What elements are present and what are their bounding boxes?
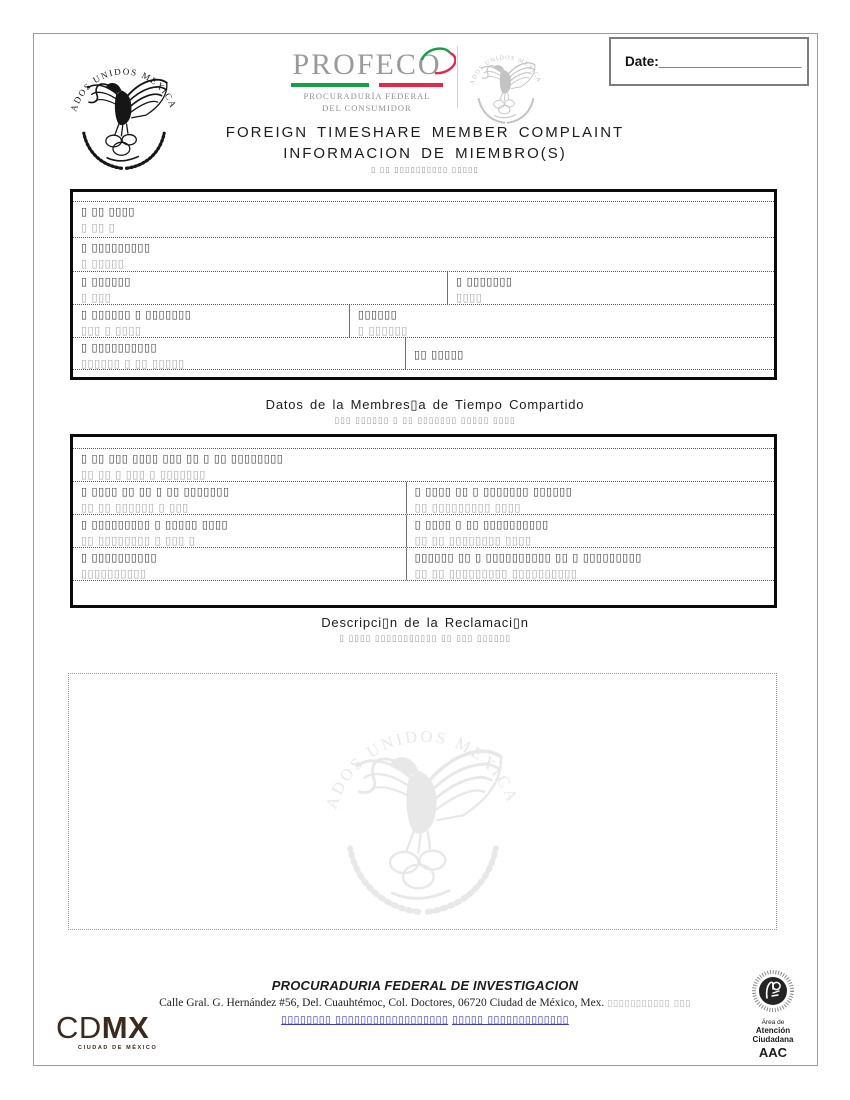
profeco-logo — [276, 50, 458, 115]
description-section-title: Descripci▯n de la Reclamaci▯n — [321, 615, 529, 630]
table-row-amount[interactable] — [73, 548, 774, 581]
field-label: ▯ ▯▯▯▯▯▯▯▯▯▯ — [81, 341, 158, 354]
field-sublabel: ▯ ▯▯▯▯▯▯ — [357, 323, 408, 337]
table-row-spacer — [73, 581, 774, 605]
field-sublabel: ▯▯▯▯▯▯▯▯▯▯ — [81, 566, 147, 580]
field-label: ▯ ▯▯▯▯▯▯▯▯▯▯ — [81, 551, 158, 564]
field-label: ▯▯ ▯▯▯▯▯ — [413, 348, 464, 361]
table-row-phone[interactable] — [73, 272, 774, 305]
field-sublabel: ▯▯ ▯▯ ▯▯▯▯▯▯▯▯▯ ▯▯▯▯▯▯▯▯▯▯ — [414, 566, 578, 580]
footer-link-email[interactable]: ▯▯▯▯▯▯▯▯ ▯▯▯▯▯▯▯▯▯▯▯▯▯▯▯▯▯▯ — [281, 1014, 449, 1026]
red-bar — [379, 83, 443, 87]
field-sublabel: ▯▯▯▯▯▯ ▯ ▯▯ ▯▯▯▯▯ — [81, 356, 185, 369]
membership-section-subtitle: ▯▯▯ ▯▯▯▯▯▯ ▯ ▯▯ ▯▯▯▯▯▯▯ ▯▯▯▯▯ ▯▯▯▯ — [334, 416, 516, 426]
profeco-wordmark: PROFECO — [292, 50, 441, 80]
table-row-contract[interactable] — [73, 482, 774, 515]
field-sublabel: ▯▯▯▯ — [456, 290, 483, 304]
field-label: ▯ ▯▯▯▯▯▯▯▯▯ ▯ ▯▯▯▯▯ ▯▯▯▯ — [81, 518, 229, 531]
table-row-address[interactable] — [73, 238, 774, 272]
profeco-flag-bars — [276, 83, 458, 87]
field-sublabel: ▯▯ ▯▯ ▯▯▯▯▯▯ ▯ ▯▯▯ — [81, 500, 189, 514]
aac-text-3: Ciudadana — [752, 1035, 794, 1045]
date-blank-line[interactable]: ___________________ — [658, 54, 802, 69]
cdmx-subtitle: CIUDAD DE MÉXICO — [78, 1045, 158, 1051]
cdmx-mx: MX — [101, 1010, 150, 1045]
complaint-description-area[interactable] — [68, 673, 777, 930]
field-label: ▯ ▯▯▯▯▯▯▯▯▯ — [81, 241, 151, 254]
field-sublabel: ▯ ▯▯▯ — [81, 290, 112, 304]
form-title-en: FOREIGN TIMESHARE MEMBER COMPLAINT — [225, 124, 625, 141]
field-sublabel: ▯▯ ▯▯▯▯▯▯▯▯▯ ▯▯▯▯ — [414, 500, 521, 514]
header-divider — [457, 46, 458, 108]
footer-address — [0, 997, 850, 1009]
field-label: ▯ ▯▯▯▯▯▯▯ — [456, 275, 513, 288]
field-sublabel: ▯ ▯▯ ▯ — [81, 220, 116, 234]
field-label: ▯ ▯▯▯▯ ▯▯ ▯ ▯▯▯▯▯▯▯ ▯▯▯▯▯▯ — [414, 485, 573, 498]
table-row-resort-name[interactable] — [73, 449, 774, 482]
table-row-spacer — [73, 370, 774, 377]
field-sublabel: ▯▯ ▯▯ ▯▯▯▯▯▯▯▯ ▯▯▯▯ — [414, 533, 532, 547]
table-row-country[interactable] — [73, 305, 774, 338]
field-label: ▯ ▯▯▯▯▯▯ — [81, 275, 131, 288]
form-title-es: INFORMACION DE MIEMBRO(S) — [283, 145, 567, 162]
field-label: ▯ ▯▯ ▯▯▯▯ — [81, 205, 135, 218]
watermark-seal-icon — [298, 679, 548, 926]
field-sublabel: ▯▯ ▯▯▯▯▯▯▯▯ ▯ ▯▯▯ ▯ — [81, 533, 196, 547]
table-row-nationality[interactable] — [73, 338, 774, 370]
address-text: Calle Gral. G. Hernández #56, Del. Cuauhtémoc, Col. Doctores, 06720 Ciudad de México, Mex. — [159, 997, 605, 1009]
profeco-orbit-icon — [418, 47, 456, 77]
field-sublabel: ▯▯▯ ▯ ▯▯▯▯ — [81, 323, 142, 337]
table-row-purchase[interactable] — [73, 515, 774, 548]
field-label: ▯▯▯▯▯▯ — [357, 308, 398, 321]
footer-link-web[interactable]: ▯▯▯▯▯ ▯▯▯▯▯▯▯▯▯▯▯▯▯ — [452, 1014, 569, 1026]
field-label: ▯ ▯▯ ▯▯▯ ▯▯▯▯ ▯▯▯ ▯▯ ▯ ▯▯ ▯▯▯▯▯▯▯▯ — [81, 452, 284, 465]
date-label: Date: — [625, 54, 659, 69]
aac-hand-icon — [752, 970, 794, 1012]
field-label: ▯ ▯▯▯▯ ▯▯ ▯▯ ▯ ▯▯ ▯▯▯▯▯▯▯ — [81, 485, 230, 498]
member-info-table — [70, 189, 777, 380]
field-label: ▯▯▯▯▯▯ ▯▯ ▯ ▯▯▯▯▯▯▯▯▯▯ ▯▯ ▯ ▯▯▯▯▯▯▯▯▯ — [414, 551, 642, 564]
gray-seal-icon — [460, 36, 552, 128]
green-bar — [291, 83, 369, 87]
membership-table — [70, 434, 777, 608]
aac-text-4: AAC — [758, 1045, 788, 1061]
form-title-sub: ▯ ▯▯ ▯▯▯▯▯▯▯▯▯▯ ▯▯▯▯▯ — [371, 165, 479, 174]
profeco-subtitle-2: DEL CONSUMIDOR — [322, 102, 412, 113]
description-section-subtitle: ▯ ▯▯▯▯ ▯▯▯▯▯▯▯▯▯▯▯ ▯▯ ▯▯▯ ▯▯▯▯▯▯ — [339, 634, 511, 644]
cdmx-logo — [56, 1012, 157, 1052]
membership-section-title: Datos de la Membres▯a de Tiempo Compartido — [265, 397, 585, 412]
field-sublabel: ▯ ▯▯▯▯▯ — [81, 256, 125, 270]
date-field[interactable] — [609, 37, 809, 86]
aac-text-1: Área de — [761, 1019, 785, 1026]
profeco-subtitle-1: PROCURADURÍA FEDERAL — [303, 91, 431, 101]
cdmx-cd: CD — [56, 1010, 102, 1045]
footer-org-name: PROCURADURIA FEDERAL DE INVESTIGACION — [271, 978, 579, 993]
field-label: ▯ ▯▯▯▯ ▯ ▯▯ ▯▯▯▯▯▯▯▯▯▯ — [414, 518, 549, 531]
aac-text-2: Atención — [755, 1026, 791, 1035]
table-row-spacer — [73, 192, 774, 202]
table-row-name[interactable] — [73, 202, 774, 238]
aac-badge — [741, 970, 805, 1060]
table-row-spacer — [73, 437, 774, 449]
field-sublabel: ▯▯ ▯▯ ▯ ▯▯▯ ▯ ▯▯▯▯▯▯▯ — [81, 467, 206, 481]
field-label: ▯ ▯▯▯▯▯▯ ▯ ▯▯▯▯▯▯▯ — [81, 308, 192, 321]
address-tail: ▯▯▯▯▯▯▯▯▯▯▯ ▯▯▯ — [607, 998, 691, 1009]
